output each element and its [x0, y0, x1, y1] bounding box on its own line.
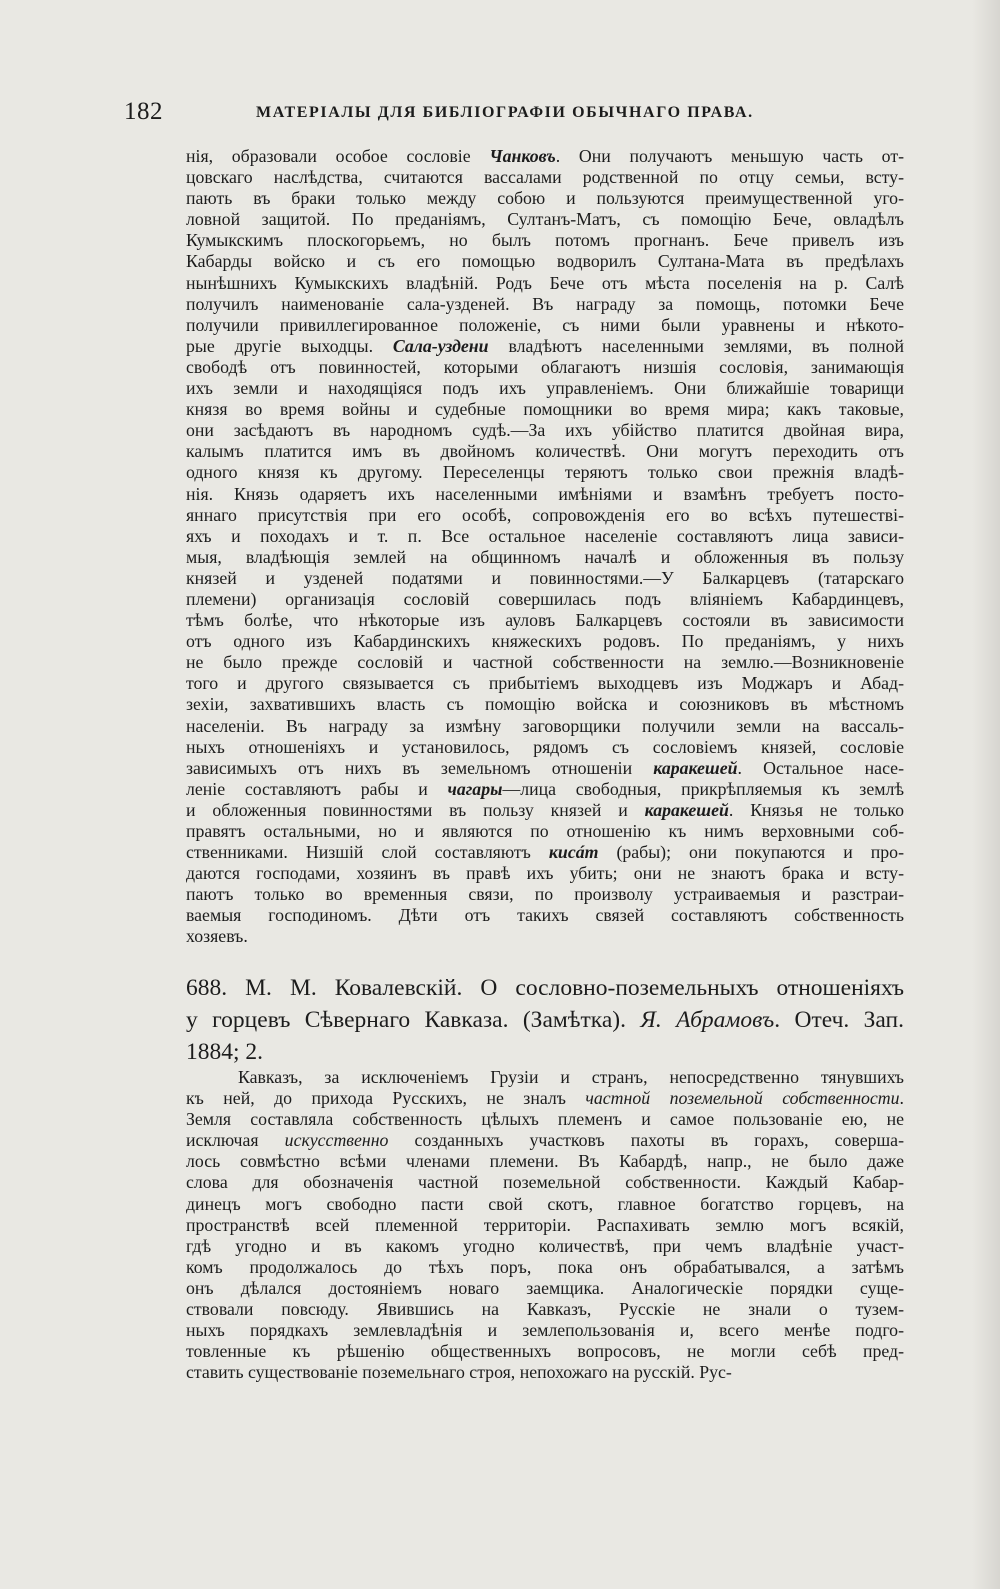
- text-run: яхъ и походахъ и т. п. Все остальное населеніе составляютъ лица зависи-: [186, 525, 904, 546]
- text-line: [186, 357, 904, 378]
- text-line: [186, 1320, 904, 1341]
- text-run: Кумыкскимъ плоскогорьемъ, но былъ потомъ прогнанъ. Бече привелъ изъ: [186, 230, 904, 251]
- text-run: паютъ только во временныя связи, по произволу устраиваемыя и разстраи-: [186, 884, 904, 905]
- text-line: [186, 863, 904, 884]
- entry-line-2: [186, 1004, 904, 1036]
- text-line: [186, 378, 904, 399]
- text-run: Земля составляла собственность цѣлыхъ племенъ и самое пользованіе ею, не: [186, 1109, 904, 1130]
- text-line: [186, 1172, 904, 1193]
- text-run: даются господами, хозяинъ въ правѣ ихъ убить; они не знаютъ брака и всту-: [186, 863, 904, 884]
- text-line: [186, 758, 904, 779]
- text-line: [186, 884, 904, 905]
- emphasized-term: частной поземельной собственности: [585, 1088, 900, 1109]
- text-line: [186, 1151, 904, 1172]
- text-line: [186, 505, 904, 526]
- entry-line-1: 688. М. М. Ковалевскій. О сословно-поземельныхъ отношеніяхъ: [186, 975, 904, 1001]
- text-line: [186, 1088, 904, 1109]
- text-line: [186, 1362, 904, 1383]
- text-run: правятъ остальными, но и являются по отношенію къ нимъ верховными соб-: [186, 821, 904, 841]
- text-run: (рабы); они покупаются и про-: [598, 842, 904, 863]
- text-run: зависимыхъ отъ нихъ въ земельномъ отношеніи: [186, 757, 654, 778]
- text-run: пають въ браки только между собою и пользуются преимущественной уго-: [186, 188, 904, 209]
- text-line: [186, 694, 904, 715]
- text-run: онъ дѣлался достояніемъ новаго заемщика. Аналогическіе порядки суще-: [186, 1277, 904, 1298]
- text-line: [186, 610, 904, 631]
- text-run: нія. Князь одаряетъ ихъ населенными имѣніями и взамѣнъ требуетъ посто-: [186, 483, 904, 504]
- text-run: они засѣдаютъ въ народномъ судѣ.—За ихъ убійство платится двойная вира,: [186, 420, 904, 441]
- text-run: мыя, владѣющія землей на общинномъ началѣ и обложенныя въ пользу: [186, 546, 904, 567]
- text-run: зехіи, захватившихъ власть съ помощію войска и союзниковъ въ мѣстномъ: [186, 694, 904, 715]
- text-run: —лица свободныя, прикрѣпляемыя къ землѣ: [502, 778, 904, 799]
- entry-line-3: 1884; 2.: [186, 1039, 264, 1065]
- text-run: ловной защитой. По преданіямъ, Султанъ-Матъ, съ помощію Бече, овладѣлъ: [186, 209, 904, 230]
- text-run: Кавказъ, за исключеніемъ Грузіи и странъ, непосредственно тянувшихъ: [238, 1067, 904, 1087]
- text-line: [186, 294, 904, 315]
- text-line: [186, 167, 904, 188]
- text-line: [186, 926, 904, 947]
- text-line: [186, 1299, 904, 1320]
- text-run: не было прежде сословій и частной собственности на землю.—Возникновеніе: [186, 652, 904, 673]
- text-line: [186, 589, 904, 610]
- text-run: леніе составляютъ рабы и: [186, 778, 448, 799]
- emphasized-term: искусственно: [284, 1130, 389, 1151]
- text-line: [186, 568, 904, 589]
- text-line: [186, 251, 904, 272]
- text-line: [186, 1257, 904, 1278]
- text-line: [186, 631, 904, 652]
- text-run: . Князья не только: [728, 799, 904, 820]
- text-run: хозяевъ.: [186, 926, 248, 947]
- emphasized-term: Чанковъ: [489, 146, 556, 166]
- text-line: [186, 842, 904, 863]
- text-line: [186, 209, 904, 230]
- text-line: [186, 441, 904, 462]
- text-run: племени) организація сословій совершилась подъ вліяніемъ Кабардинцевъ,: [186, 588, 904, 609]
- text-line: [186, 1215, 904, 1236]
- text-run: къ ней, до прихода Русскихъ, не зналъ: [186, 1088, 586, 1109]
- text-run: Кабарды войско и съ его помощью водворилъ Султана-Мата въ предѣлахъ: [186, 251, 904, 272]
- text-line: [186, 188, 904, 209]
- text-run: нынѣшнихъ Кумыкскихъ владѣній. Родъ Бече отъ мѣста поселенія на р. Салѣ: [186, 272, 904, 293]
- text-run: пространствѣ всей племенной территоріи. Распахивать землю могъ всякій,: [186, 1214, 904, 1235]
- text-run: населеніи. Въ награду за измѣну заговорщики получили земли на вассаль-: [186, 715, 904, 736]
- text-line: [186, 399, 904, 420]
- text-run: тѣмъ болѣе, что нѣкоторые изъ ауловъ Балкарцевъ состояли въ зависимости: [186, 610, 904, 631]
- text-run: ныхъ порядкахъ землевладѣнія и землепользованія и, всего менѣе подго-: [186, 1320, 904, 1341]
- text-run: и обложенныя повинностями въ пользу князей и: [186, 799, 645, 820]
- text-run: . Остальное насе-: [737, 757, 904, 778]
- text-line: [186, 1194, 904, 1215]
- page-number: 182: [124, 98, 163, 125]
- text-run: ваемыя господиномъ. Дѣти отъ такихъ связей составляютъ собственность: [186, 905, 904, 926]
- text-run: нія, образовали особое сословіе: [186, 146, 490, 166]
- text-run: . Они получаютъ меньшую часть от-: [555, 146, 904, 166]
- text-run: яннаго присутствія при его особѣ, сопровожденія его во всѣхъ путешествi-: [186, 504, 904, 525]
- running-title: МАТЕРІАЛЫ ДЛЯ БИБЛІОГРАФІИ ОБЫЧНАГО ПРАВА.: [256, 104, 754, 121]
- text-run: лось совмѣстно всѣми членами племени. Въ Кабардѣ, напр., не было даже: [186, 1151, 904, 1172]
- text-line: [186, 737, 904, 758]
- text-line: [186, 1236, 904, 1257]
- text-line: [186, 1109, 904, 1130]
- text-line: [186, 526, 904, 547]
- page-header: [124, 98, 900, 132]
- page-edge-shadow: [972, 0, 1000, 1589]
- text-run: товленные къ рѣшенію общественныхъ вопросовъ, не могли себѣ пред-: [186, 1341, 904, 1362]
- text-line: [186, 800, 904, 821]
- text-run: князей и узденей податями и повинностями.—У Балкарцевъ (татарскаго: [186, 567, 904, 588]
- text-line: [186, 1130, 904, 1151]
- text-run: исключая: [186, 1130, 285, 1151]
- text-run: динецъ могъ свободно пасти свой скотъ, главное богатство горцевъ, на: [186, 1193, 904, 1214]
- text-line: [186, 336, 904, 357]
- emphasized-term: каракешей: [644, 799, 729, 820]
- text-run: отъ одного изъ Кабардинскихъ княжескихъ родовъ. По преданіямъ, у нихъ: [186, 631, 904, 652]
- text-run: владѣютъ населенными землями, въ полной: [488, 335, 904, 356]
- emphasized-term: кисáт: [548, 842, 599, 863]
- text-line: [186, 1067, 904, 1088]
- text-line: [186, 273, 904, 294]
- paragraph-caucasus-land: [186, 1067, 904, 1383]
- emphasized-term: каракешей: [653, 757, 738, 778]
- text-run: князя во время войны и судебные помощники во время мира; какъ таковые,: [186, 399, 904, 420]
- entry-source: . Отеч. Зап.: [774, 1007, 904, 1033]
- text-line: [186, 462, 904, 483]
- text-run: ныхъ отношеніяхъ и установилось, рядомъ съ сословіемъ князей, сословіе: [186, 736, 904, 757]
- text-run: рые другіе выходцы.: [186, 335, 393, 356]
- text-run: ственниками. Низшій слой составляютъ: [186, 842, 549, 863]
- text-line: [186, 484, 904, 505]
- text-run: гдѣ угодно и въ какомъ угодно количествѣ, при чемъ владѣніе участ-: [186, 1235, 904, 1256]
- text-run: одного князя къ другому. Переселенцы теряютъ только свои прежнія владѣ-: [186, 462, 904, 483]
- text-run: слова для обозначенія частной поземельной собственности. Каждый Кабар-: [186, 1172, 904, 1193]
- text-line: [186, 1278, 904, 1299]
- entry-reviewer: Я. Абрамовъ: [640, 1007, 775, 1033]
- text-line: [186, 146, 904, 167]
- emphasized-term: чагары: [447, 778, 503, 799]
- text-run: комъ продолжалось до тѣхъ поръ, пока онъ обрабатывался, а затѣмъ: [186, 1256, 904, 1277]
- text-run: .: [899, 1088, 904, 1109]
- bibliography-entry-688: [186, 972, 904, 1068]
- text-line: [186, 420, 904, 441]
- text-line: [186, 230, 904, 251]
- text-line: [186, 779, 904, 800]
- text-run: созданныхъ участковъ пахоты въ горахъ, соверша-: [388, 1130, 904, 1151]
- text-run: получили привиллегированное положеніе, съ ними были уравнены и нѣкото-: [186, 314, 904, 335]
- text-line: [186, 821, 904, 842]
- text-line: [186, 547, 904, 568]
- text-run: получилъ наименованіе сала-узденей. Въ награду за помощь, потомки Бече: [186, 293, 904, 314]
- text-line: [186, 315, 904, 336]
- entry-title-end: у горцевъ Сѣвернаго Кавказа. (Замѣтка).: [186, 1007, 641, 1033]
- text-run: цовскаго наслѣдства, считаются вассалами родственной по отцу семьи, всту-: [186, 167, 904, 188]
- text-run: того и другого связывается съ прибытіемъ выходцевъ изъ Моджаръ и Абад-: [186, 673, 904, 694]
- text-run: свободѣ отъ повинностей, которыми облагаютъ низшія сословія, занимающія: [186, 356, 904, 377]
- paragraph-sala-uzdeni: [186, 146, 904, 948]
- text-line: [186, 716, 904, 737]
- text-run: ставить существованіе поземельнаго строя, непохожаго на русскій. Рус-: [186, 1362, 732, 1383]
- text-line: [186, 673, 904, 694]
- text-run: ствовали повсюду. Явившись на Кавказъ, Русскіе не знали о тузем-: [186, 1299, 904, 1320]
- text-line: [186, 652, 904, 673]
- text-line: [186, 1341, 904, 1362]
- text-run: калымъ платится имъ въ двойномъ количествѣ. Они могутъ переходить отъ: [186, 441, 904, 462]
- text-line: [186, 905, 904, 926]
- text-run: ихъ земли и находящіяся подъ ихъ управленіемъ. Они ближайшіе товарищи: [186, 378, 904, 399]
- emphasized-term: Сала-уздени: [392, 335, 489, 356]
